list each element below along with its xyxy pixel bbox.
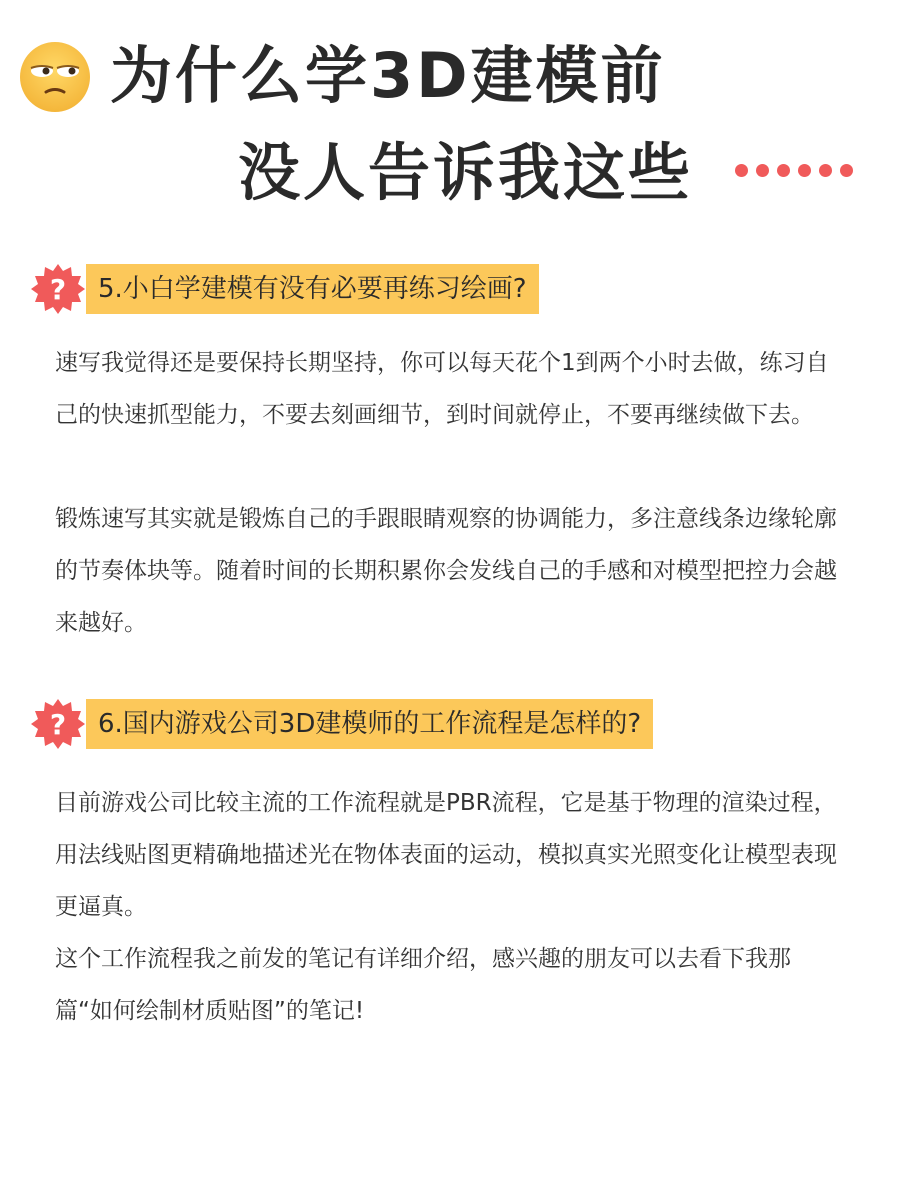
question-badge-icon — [31, 697, 85, 751]
page-title-line-2: 没人告诉我这些 — [238, 136, 694, 209]
section-paragraph: 这个工作流程我之前发的笔记有详细介绍，感兴趣的朋友可以去看下我那篇“如何绘制材质贴图”的笔记! — [55, 946, 791, 1024]
dot — [735, 164, 748, 177]
dot — [819, 164, 832, 177]
section-heading: 6.国内游戏公司3D建模师的工作流程是怎样的? — [86, 699, 653, 749]
dot — [756, 164, 769, 177]
svg-text:?: ? — [49, 708, 67, 741]
svg-text:?: ? — [49, 273, 67, 306]
page-title-line-1: 为什么学3D建模前 — [110, 39, 666, 112]
dot — [777, 164, 790, 177]
section-paragraph: 速写我觉得还是要保持长期坚持，你可以每天花个1到两个小时去做，练习自己的快速抓型能力，不要去刻画细节，到时间就停止，不要再继续做下去。 — [55, 350, 829, 428]
section-paragraph: 锻炼速写其实就是锻炼自己的手跟眼睛观察的协调能力，多注意线条边缘轮廓的节奏体块等。随着时间的长期积累你会发线自己的手感和对模型把控力会越来越好。 — [55, 506, 837, 636]
section-heading: 5.小白学建模有没有必要再练习绘画? — [86, 264, 539, 314]
ellipsis-dots-icon — [735, 164, 853, 177]
dot — [798, 164, 811, 177]
section-paragraph: 目前游戏公司比较主流的工作流程就是PBR流程，它是基于物理的渲染过程，用法线贴图更精确地描述光在物体表面的运动，模拟真实光照变化让模型表现更逼真。 — [55, 790, 837, 920]
unamused-face-icon — [18, 40, 92, 114]
question-badge-icon — [31, 262, 85, 316]
dot — [840, 164, 853, 177]
